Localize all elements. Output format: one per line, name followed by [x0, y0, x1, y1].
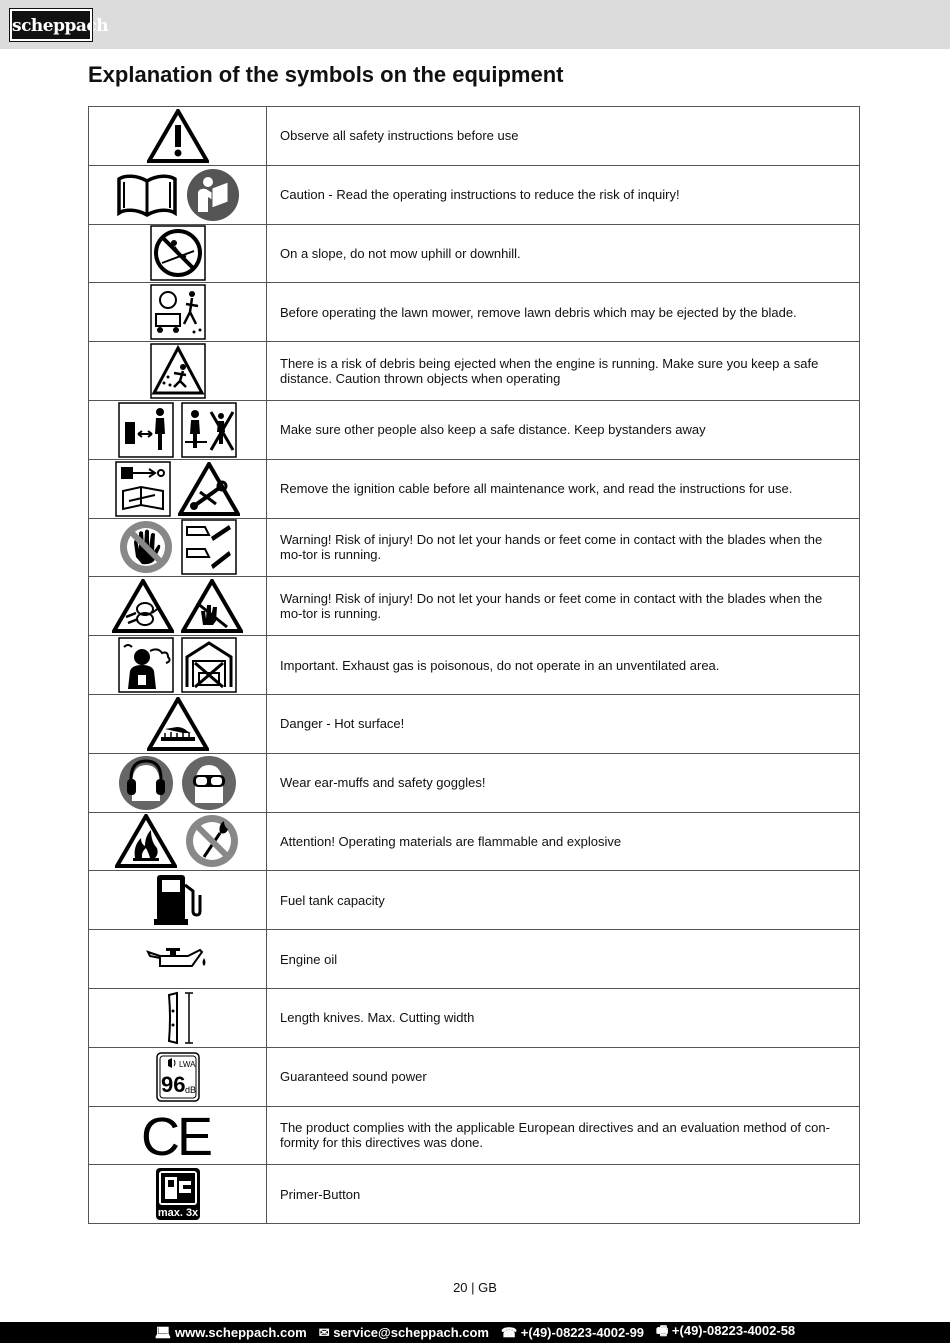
symbol-description: Engine oil [267, 930, 860, 989]
email-icon: ✉ [318, 1324, 334, 1340]
symbol-cell [89, 107, 267, 166]
flammable-warning-icon [115, 814, 177, 868]
symbol-description: Make sure other people also keep a safe distance. Keep bystanders away [267, 400, 860, 459]
page-number: 20 | GB [453, 1280, 497, 1295]
table-row [89, 577, 860, 636]
table-row [89, 812, 860, 871]
thrown-objects-warning-icon [150, 343, 206, 399]
symbol-cell [89, 283, 267, 342]
phone-number: +(49)-08223-4002-99 [520, 1324, 645, 1340]
symbol-cell [89, 224, 267, 283]
primer-limit-label: max. 3x [157, 1207, 198, 1220]
table-row [89, 518, 860, 577]
table-row [89, 1106, 860, 1165]
blade-length-icon [161, 991, 195, 1045]
sound-power-label: LWA [178, 1059, 195, 1069]
warning-triangle-exclamation-icon [147, 109, 209, 163]
page-title: Explanation of the symbols on the equipment [88, 62, 564, 87]
symbol-description: Before operating the lawn mower, remove lawn debris which may be ejected by the blade. [267, 283, 860, 342]
symbol-cell [89, 871, 267, 930]
fax-number: +(49)-08223-4002-58 [671, 1322, 796, 1338]
sound-power-icon [156, 1052, 200, 1102]
read-manual-icon [186, 168, 240, 222]
phone-icon: ☎ [500, 1324, 521, 1340]
fax-icon: 🖷︎ [656, 1322, 672, 1338]
no-open-flame-icon [184, 813, 240, 869]
symbol-description: Important. Exhaust gas is poisonous, do not operate in an unventilated area. [267, 636, 860, 695]
safety-goggles-icon [181, 755, 237, 811]
footer-bar [0, 1322, 950, 1343]
symbol-cell [89, 1106, 267, 1165]
website-item [155, 1325, 307, 1341]
symbol-cell [89, 812, 267, 871]
brand-logo: scheppach [10, 9, 92, 41]
symbol-cell [89, 753, 267, 812]
symbol-description: On a slope, do not mow uphill or downhill. [267, 224, 860, 283]
email-link[interactable]: service@scheppach.com [333, 1324, 489, 1340]
sound-level-value: 96 [160, 1071, 185, 1097]
symbol-cell [89, 577, 267, 636]
primer-button-icon [155, 1167, 201, 1221]
symbol-cell [89, 459, 267, 518]
table-row [89, 1047, 860, 1106]
table-row [89, 107, 860, 166]
symbol-description: Fuel tank capacity [267, 871, 860, 930]
hand-foot-blade-icon [181, 519, 237, 575]
oil-can-icon [146, 944, 210, 974]
table-row [89, 988, 860, 1047]
website-link[interactable]: www.scheppach.com [174, 1324, 307, 1340]
remove-ignition-cable-icon [115, 461, 171, 517]
symbol-description: Observe all safety instructions before use [267, 107, 860, 166]
symbol-description: The product complies with the applicable European directives and an evaluation method of con-formity for this directives was done. [267, 1106, 860, 1165]
table-row [89, 224, 860, 283]
table-row [89, 871, 860, 930]
ear-muffs-icon [118, 755, 174, 811]
remove-debris-icon [150, 284, 206, 340]
table-row [89, 165, 860, 224]
symbol-description: Wear ear-muffs and safety goggles! [267, 753, 860, 812]
no-mowing-on-slope-icon [150, 225, 206, 281]
symbol-description: Primer-Button [267, 1165, 860, 1224]
symbol-cell [89, 165, 267, 224]
symbol-description: Remove the ignition cable before all maintenance work, and read the instructions for use. [267, 459, 860, 518]
table-row [89, 694, 860, 753]
keep-bystanders-away-icon [181, 402, 237, 458]
symbol-description: Guaranteed sound power [267, 1047, 860, 1106]
symbol-description: Attention! Operating materials are flammable and explosive [267, 812, 860, 871]
rotating-blade-warning-icon [112, 579, 174, 633]
computer-icon: 💻︎ [154, 1324, 175, 1340]
symbol-description: Caution - Read the operating instructions to reduce the risk of inquiry! [267, 165, 860, 224]
fax-item [656, 1322, 795, 1344]
symbol-cell [89, 1047, 267, 1106]
symbols-table [88, 106, 860, 1224]
open-manual-icon [115, 173, 179, 217]
symbol-cell [89, 636, 267, 695]
header-bar [0, 0, 950, 49]
hot-surface-warning-icon [147, 697, 209, 751]
symbol-description: There is a risk of debris being ejected when the engine is running. Make sure you keep a safe distance. Caution thrown objects when operating [267, 342, 860, 401]
symbol-description: Danger - Hot surface! [267, 694, 860, 753]
no-hands-icon [118, 519, 174, 575]
maintenance-warning-icon [178, 462, 240, 516]
symbol-cell [89, 988, 267, 1047]
table-row [89, 283, 860, 342]
ce-mark-text: CE [140, 1109, 213, 1162]
table-row [89, 753, 860, 812]
table-row [89, 459, 860, 518]
table-row [89, 1165, 860, 1224]
hand-cut-warning-icon [181, 579, 243, 633]
symbol-description: Warning! Risk of injury! Do not let your hands or feet come in contact with the blades when the mo-tor is running. [267, 577, 860, 636]
symbol-cell [89, 342, 267, 401]
table-row [89, 342, 860, 401]
phone-item [501, 1325, 644, 1341]
no-enclosed-space-icon [181, 637, 237, 693]
fuel-pump-icon [153, 873, 203, 927]
symbol-description: Warning! Risk of injury! Do not let your hands or feet come in contact with the blades when the mo-tor is running. [267, 518, 860, 577]
table-row [89, 400, 860, 459]
symbol-description: Length knives. Max. Cutting width [267, 988, 860, 1047]
symbol-cell [89, 518, 267, 577]
table-row [89, 930, 860, 989]
exhaust-gas-person-icon [118, 637, 174, 693]
safe-distance-icon [118, 402, 174, 458]
email-item [319, 1325, 489, 1341]
symbol-cell [89, 1165, 267, 1224]
table-row [89, 636, 860, 695]
symbol-cell [89, 694, 267, 753]
ce-mark-icon [141, 1109, 215, 1161]
sound-unit: dB [184, 1084, 196, 1095]
symbol-cell [89, 930, 267, 989]
symbol-cell [89, 400, 267, 459]
